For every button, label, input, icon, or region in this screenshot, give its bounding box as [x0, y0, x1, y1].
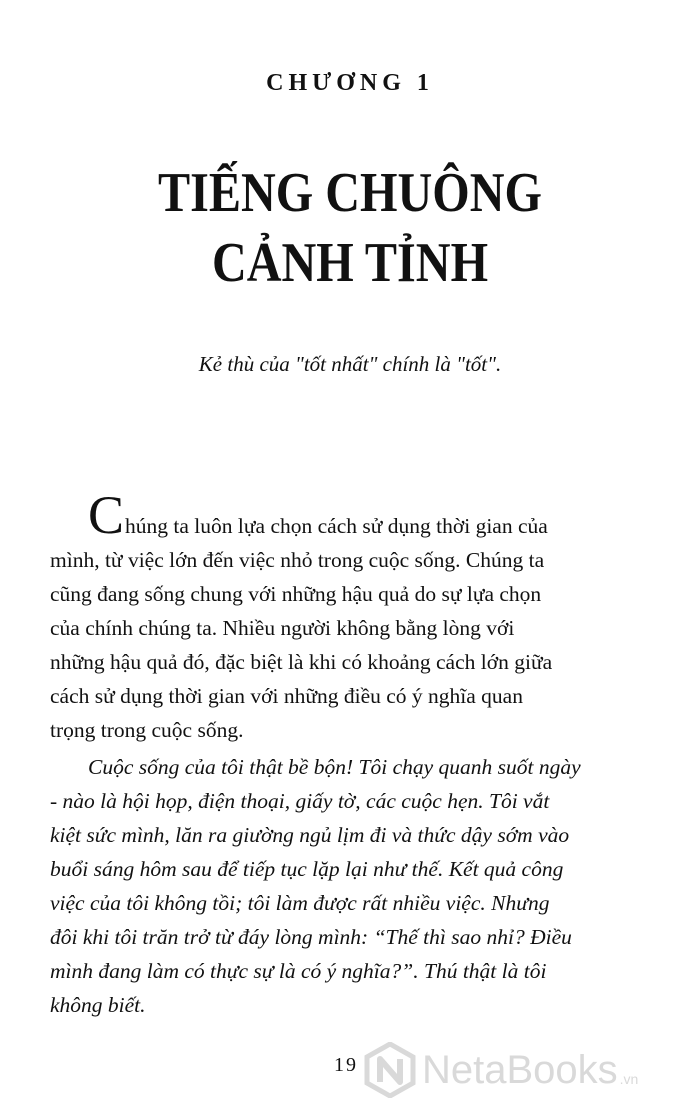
- drop-cap: C: [88, 485, 125, 545]
- quote-line: Cuộc sống của tôi thật bề bộn! Tôi chạy quanh suốt ngày: [88, 755, 581, 779]
- epigraph: Kẻ thù của "tốt nhất" chính là "tốt".: [198, 352, 502, 376]
- chapter-label: CHƯƠNG 1: [266, 70, 434, 96]
- chapter-title: [49, 158, 651, 298]
- paragraph-line: cách sử dụng thời gian với những điều có ý nghĩa quan: [50, 684, 523, 708]
- watermark: [364, 1042, 638, 1098]
- paragraph-line: những hậu quả đó, đặc biệt là khi có khoảng cách lớn giữa: [50, 650, 553, 674]
- body-paragraph-2-quote: [50, 750, 686, 1022]
- paragraph-line: mình, từ việc lớn đến việc nhỏ trong cuộc sống. Chúng ta: [50, 548, 545, 572]
- quote-line: việc của tôi không tồi; tôi làm được rất nhiều việc. Nhưng: [50, 891, 550, 915]
- body-paragraph-1: [50, 485, 686, 747]
- chapter-title-line-1: TIẾNG CHUÔNG: [158, 162, 542, 224]
- paragraph-line: [88, 485, 686, 545]
- quote-line: buổi sáng hôm sau để tiếp tục lặp lại như thế. Kết quả công: [50, 857, 564, 881]
- paragraph-line: cũng đang sống chung với những hậu quả do sự lựa chọn: [50, 582, 542, 606]
- page-number: 19: [334, 1054, 358, 1076]
- chapter-title-line-2: CẢNH TỈNH: [211, 232, 489, 294]
- watermark-text: NetaBooks: [422, 1047, 618, 1092]
- quote-line: - nào là hội họp, điện thoại, giấy tờ, các cuộc hẹn. Tôi vắt: [50, 789, 550, 813]
- paragraph-line-text: húng ta luôn lựa chọn cách sử dụng thời gian của: [125, 514, 548, 538]
- netabooks-logo-icon: [364, 1042, 416, 1098]
- paragraph-line: của chính chúng ta. Nhiều người không bằng lòng với: [50, 616, 515, 640]
- watermark-suffix: .vn: [619, 1071, 639, 1087]
- quote-line: không biết.: [50, 993, 146, 1017]
- quote-line: kiệt sức mình, lăn ra giường ngủ lịm đi và thức dậy sớm vào: [50, 823, 570, 847]
- quote-line: mình đang làm có thực sự là có ý nghĩa?”. Thú thật là tôi: [50, 959, 547, 983]
- quote-line: đôi khi tôi trăn trở từ đáy lòng mình: “Thế thì sao nhỉ? Điều: [50, 925, 572, 949]
- paragraph-line: trọng trong cuộc sống.: [50, 718, 244, 742]
